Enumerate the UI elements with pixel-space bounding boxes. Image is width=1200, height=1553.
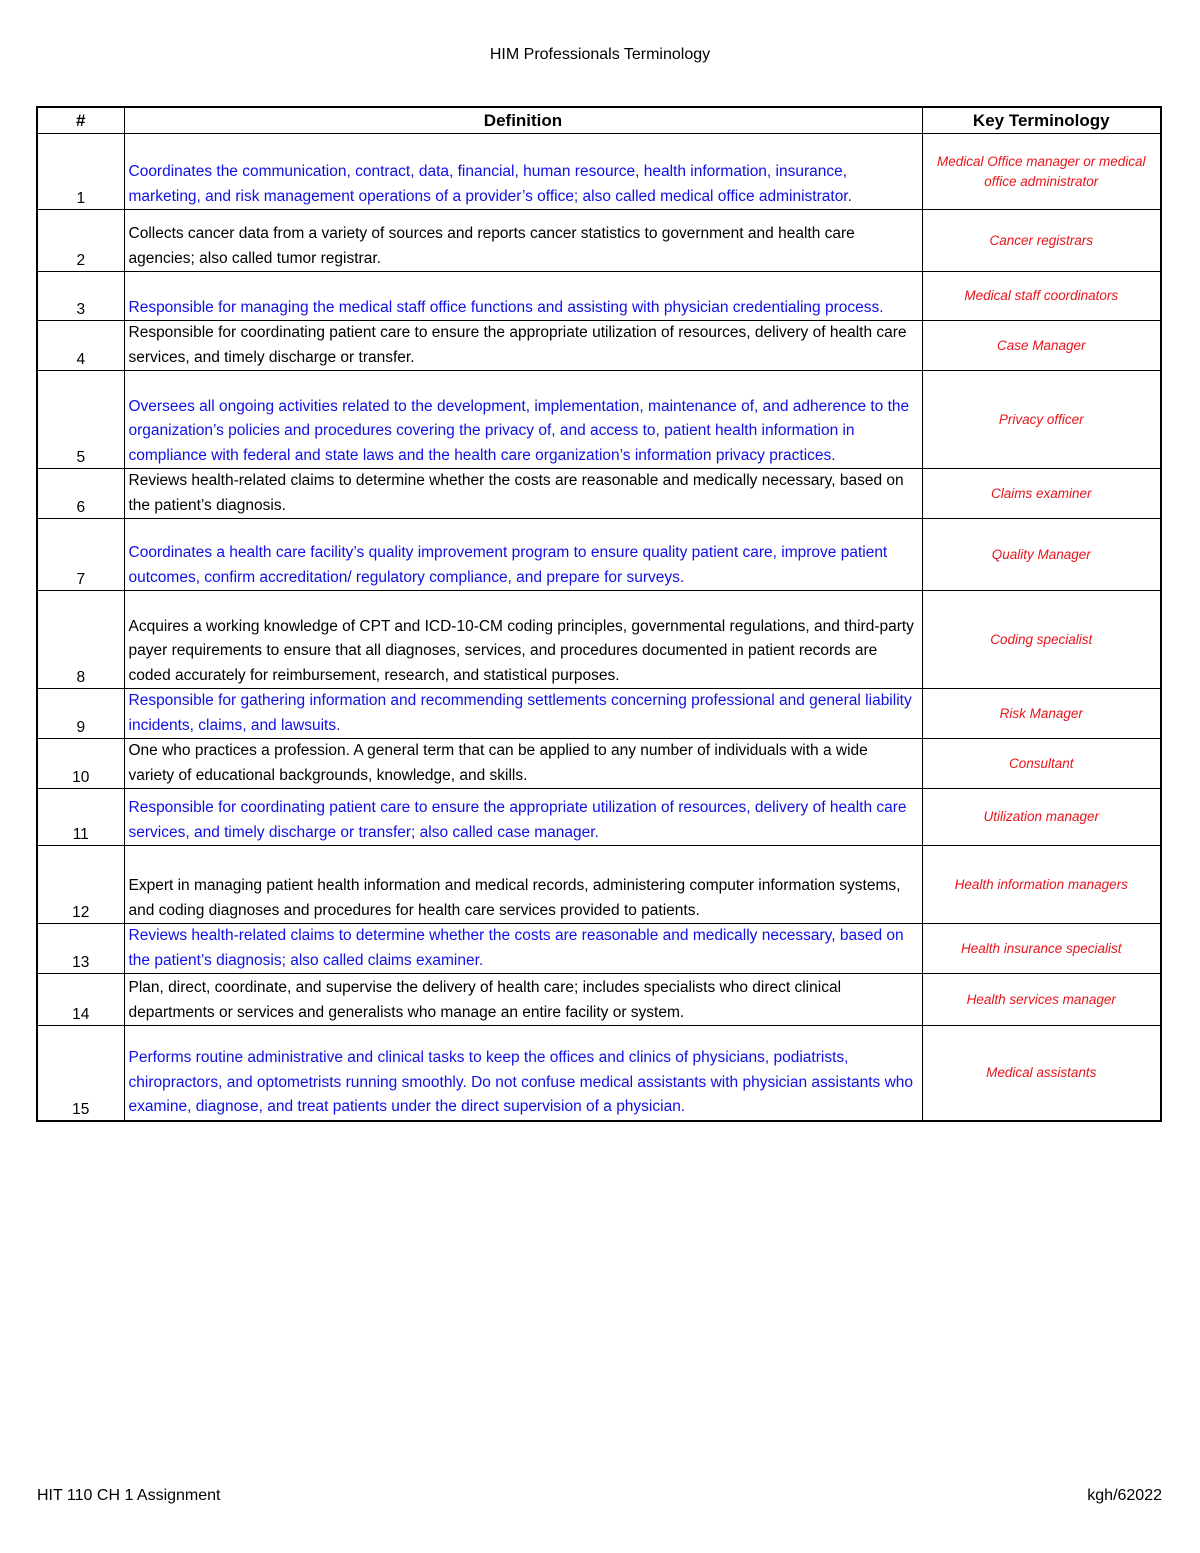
row-key-terminology: Cancer registrars bbox=[922, 210, 1161, 272]
row-number: 1 bbox=[37, 134, 124, 210]
row-number: 7 bbox=[37, 519, 124, 591]
row-key-terminology: Case Manager bbox=[922, 321, 1161, 371]
table-row bbox=[37, 739, 1161, 789]
row-number: 11 bbox=[37, 789, 124, 846]
table-row bbox=[37, 321, 1161, 371]
row-definition: Performs routine administrative and clinical tasks to keep the offices and clinics of physicians, podiatrists, chiropractors, and optometrists running smoothly. Do not confuse medical assistants with physician assistants who examine, diagnose, and treat patients under the direct supervision of a physician. bbox=[124, 1026, 922, 1121]
row-number: 6 bbox=[37, 469, 124, 519]
row-key-terminology: Quality Manager bbox=[922, 519, 1161, 591]
table-row bbox=[37, 591, 1161, 689]
header-key-terminology: Key Terminology bbox=[922, 107, 1161, 134]
row-number: 13 bbox=[37, 924, 124, 974]
row-definition: Responsible for coordinating patient care to ensure the appropriate utilization of resources, delivery of health care services, and timely discharge or transfer. bbox=[124, 321, 922, 371]
row-key-terminology: Claims examiner bbox=[922, 469, 1161, 519]
table-row bbox=[37, 924, 1161, 974]
row-key-terminology: Privacy officer bbox=[922, 371, 1161, 469]
row-definition: Collects cancer data from a variety of sources and reports cancer statistics to government and health care agencies; also called tumor registrar. bbox=[124, 210, 922, 272]
table-row bbox=[37, 1026, 1161, 1121]
row-definition: One who practices a profession. A general term that can be applied to any number of individuals with a wide variety of educational backgrounds, knowledge, and skills. bbox=[124, 739, 922, 789]
row-key-terminology: Medical assistants bbox=[922, 1026, 1161, 1121]
row-key-terminology: Utilization manager bbox=[922, 789, 1161, 846]
row-number: 14 bbox=[37, 974, 124, 1026]
row-definition: Plan, direct, coordinate, and supervise the delivery of health care; includes specialists who direct clinical departments or services and generalists who manage an entire facility or system. bbox=[124, 974, 922, 1026]
row-definition: Reviews health-related claims to determine whether the costs are reasonable and medically necessary, based on the patient’s diagnosis; also called claims examiner. bbox=[124, 924, 922, 974]
row-key-terminology: Health information managers bbox=[922, 846, 1161, 924]
row-definition: Oversees all ongoing activities related to the development, implementation, maintenance of, and adherence to the organization’s policies and procedures covering the privacy of, and access to, patient health information in compliance with federal and state laws and the health care organization’s information privacy practices. bbox=[124, 371, 922, 469]
row-key-terminology: Health services manager bbox=[922, 974, 1161, 1026]
table-row bbox=[37, 519, 1161, 591]
terminology-table bbox=[36, 106, 1162, 1122]
table-row bbox=[37, 469, 1161, 519]
row-number: 2 bbox=[37, 210, 124, 272]
row-definition: Coordinates the communication, contract, data, financial, human resource, health information, insurance, marketing, and risk management operations of a provider’s office; also called medical office administrator. bbox=[124, 134, 922, 210]
header-number: # bbox=[37, 107, 124, 134]
table-row bbox=[37, 846, 1161, 924]
table-row bbox=[37, 371, 1161, 469]
row-definition: Responsible for managing the medical staff office functions and assisting with physician credentialing process. bbox=[124, 272, 922, 321]
row-number: 9 bbox=[37, 689, 124, 739]
row-definition: Coordinates a health care facility’s quality improvement program to ensure quality patient care, improve patient outcomes, confirm accreditation/ regulatory compliance, and prepare for surveys. bbox=[124, 519, 922, 591]
table-row bbox=[37, 134, 1161, 210]
row-number: 8 bbox=[37, 591, 124, 689]
row-key-terminology: Health insurance specialist bbox=[922, 924, 1161, 974]
row-number: 10 bbox=[37, 739, 124, 789]
table-row bbox=[37, 974, 1161, 1026]
row-number: 12 bbox=[37, 846, 124, 924]
row-number: 15 bbox=[37, 1026, 124, 1121]
table-row bbox=[37, 272, 1161, 321]
table-row bbox=[37, 210, 1161, 272]
row-key-terminology: Coding specialist bbox=[922, 591, 1161, 689]
row-definition: Acquires a working knowledge of CPT and ICD-10-CM coding principles, governmental regulations, and third-party payer requirements to ensure that all diagnoses, services, and procedures documented in patient records are coded accurately for reimbursement, research, and statistical purposes. bbox=[124, 591, 922, 689]
table-row bbox=[37, 689, 1161, 739]
row-number: 5 bbox=[37, 371, 124, 469]
footer-code: kgh/62022 bbox=[1087, 1487, 1162, 1504]
row-definition: Responsible for coordinating patient care to ensure the appropriate utilization of resources, delivery of health care services, and timely discharge or transfer; also called case manager. bbox=[124, 789, 922, 846]
row-key-terminology: Risk Manager bbox=[922, 689, 1161, 739]
row-definition: Responsible for gathering information and recommending settlements concerning professional and general liability incidents, claims, and lawsuits. bbox=[124, 689, 922, 739]
row-number: 3 bbox=[37, 272, 124, 321]
table-header-row bbox=[37, 107, 1161, 134]
header-definition: Definition bbox=[124, 107, 922, 134]
row-number: 4 bbox=[37, 321, 124, 371]
row-key-terminology: Medical Office manager or medical office administrator bbox=[922, 134, 1161, 210]
footer-course: HIT 110 CH 1 Assignment bbox=[37, 1487, 221, 1504]
row-key-terminology: Medical staff coordinators bbox=[922, 272, 1161, 321]
row-key-terminology: Consultant bbox=[922, 739, 1161, 789]
table-row bbox=[37, 789, 1161, 846]
page-title: HIM Professionals Terminology bbox=[489, 46, 711, 63]
row-definition: Expert in managing patient health information and medical records, administering computer information systems, and coding diagnoses and procedures for health care services provided to patients. bbox=[124, 846, 922, 924]
row-definition: Reviews health-related claims to determine whether the costs are reasonable and medically necessary, based on the patient’s diagnosis. bbox=[124, 469, 922, 519]
